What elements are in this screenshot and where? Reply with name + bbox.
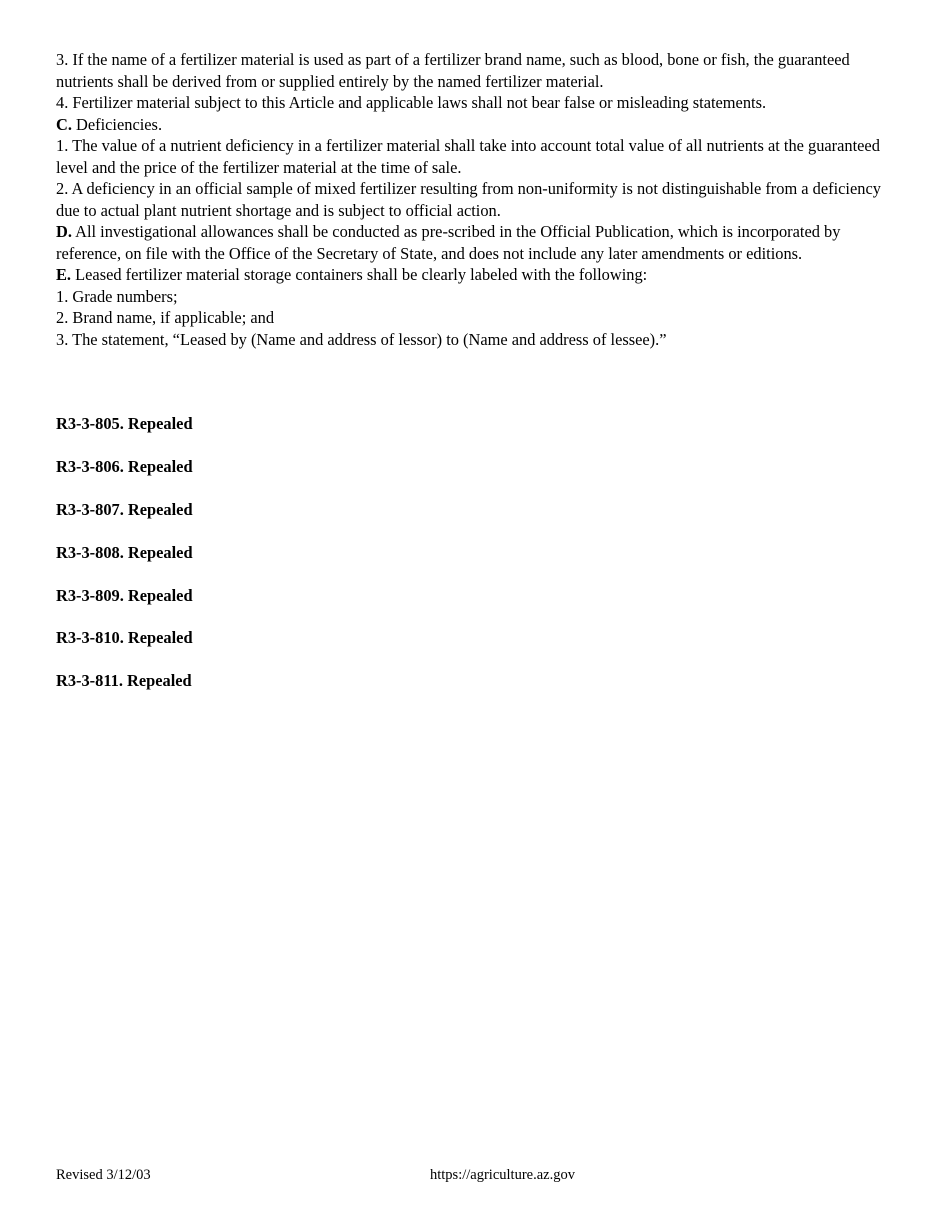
subsection-e-text: Leased fertilizer material storage containers shall be clearly labeled with the following:: [71, 265, 648, 284]
paragraph-e3: 3. The statement, “Leased by (Name and address of lessor) to (Name and address of lessee).”: [56, 329, 667, 349]
paragraph-c1: 1. The value of a nutrient deficiency in a fertilizer material shall take into account total value of all nutrients at the guaranteed level and the price of the fertilizer material at the time of sale.: [56, 136, 880, 177]
subsection-c-label: C.: [56, 114, 72, 134]
paragraph-b3: 3. If the name of a fertilizer material is used as part of a fertilizer brand name, such as blood, bone or fish, the guaranteed nutrients shall be derived from or supplied entirely by the named fertilizer material.: [56, 50, 850, 91]
section-heading-811: R3-3-811. Repealed: [56, 671, 192, 691]
repealed-sections-list: [56, 413, 456, 713]
section-heading-808: R3-3-808. Repealed: [56, 542, 193, 562]
subsection-e-label: E.: [56, 265, 72, 284]
subsection-d-text: All investigational allowances shall be conducted as pre-scribed in the Official Publication, which is incorporated by reference, on file with the Office of the Secretary of State, and does not include any later amendments or editions.: [56, 222, 841, 263]
section-heading-806: R3-3-806. Repealed: [56, 456, 193, 476]
section-heading-807: R3-3-807. Repealed: [56, 499, 193, 519]
paragraph-c2: 2. A deficiency in an official sample of mixed fertilizer resulting from non-uniformity is not distinguishable from a deficiency due to actual plant nutrient shortage and is subject to official action.: [56, 179, 881, 220]
subsection-d-label: D.: [56, 222, 72, 241]
subsection-c: [56, 114, 886, 136]
footer-revised-date: Revised 3/12/03: [56, 1167, 151, 1183]
paragraph-b4: 4. Fertilizer material subject to this Article and applicable laws shall not bear false or misleading statements.: [56, 93, 767, 112]
paragraph-e1: 1. Grade numbers;: [56, 286, 178, 306]
section-heading-809: R3-3-809. Repealed: [56, 585, 193, 605]
subsection-c-text: Deficiencies.: [71, 114, 163, 134]
footer-url-link[interactable]: https://agriculture.az.gov: [430, 1167, 575, 1183]
section-heading-805: R3-3-805. Repealed: [56, 414, 193, 433]
rule-text-body: [56, 49, 886, 350]
paragraph-e2: 2. Brand name, if applicable; and: [56, 308, 275, 327]
subsection-e: [56, 264, 886, 286]
section-heading-810: R3-3-810. Repealed: [56, 628, 193, 648]
subsection-d: [56, 221, 886, 264]
